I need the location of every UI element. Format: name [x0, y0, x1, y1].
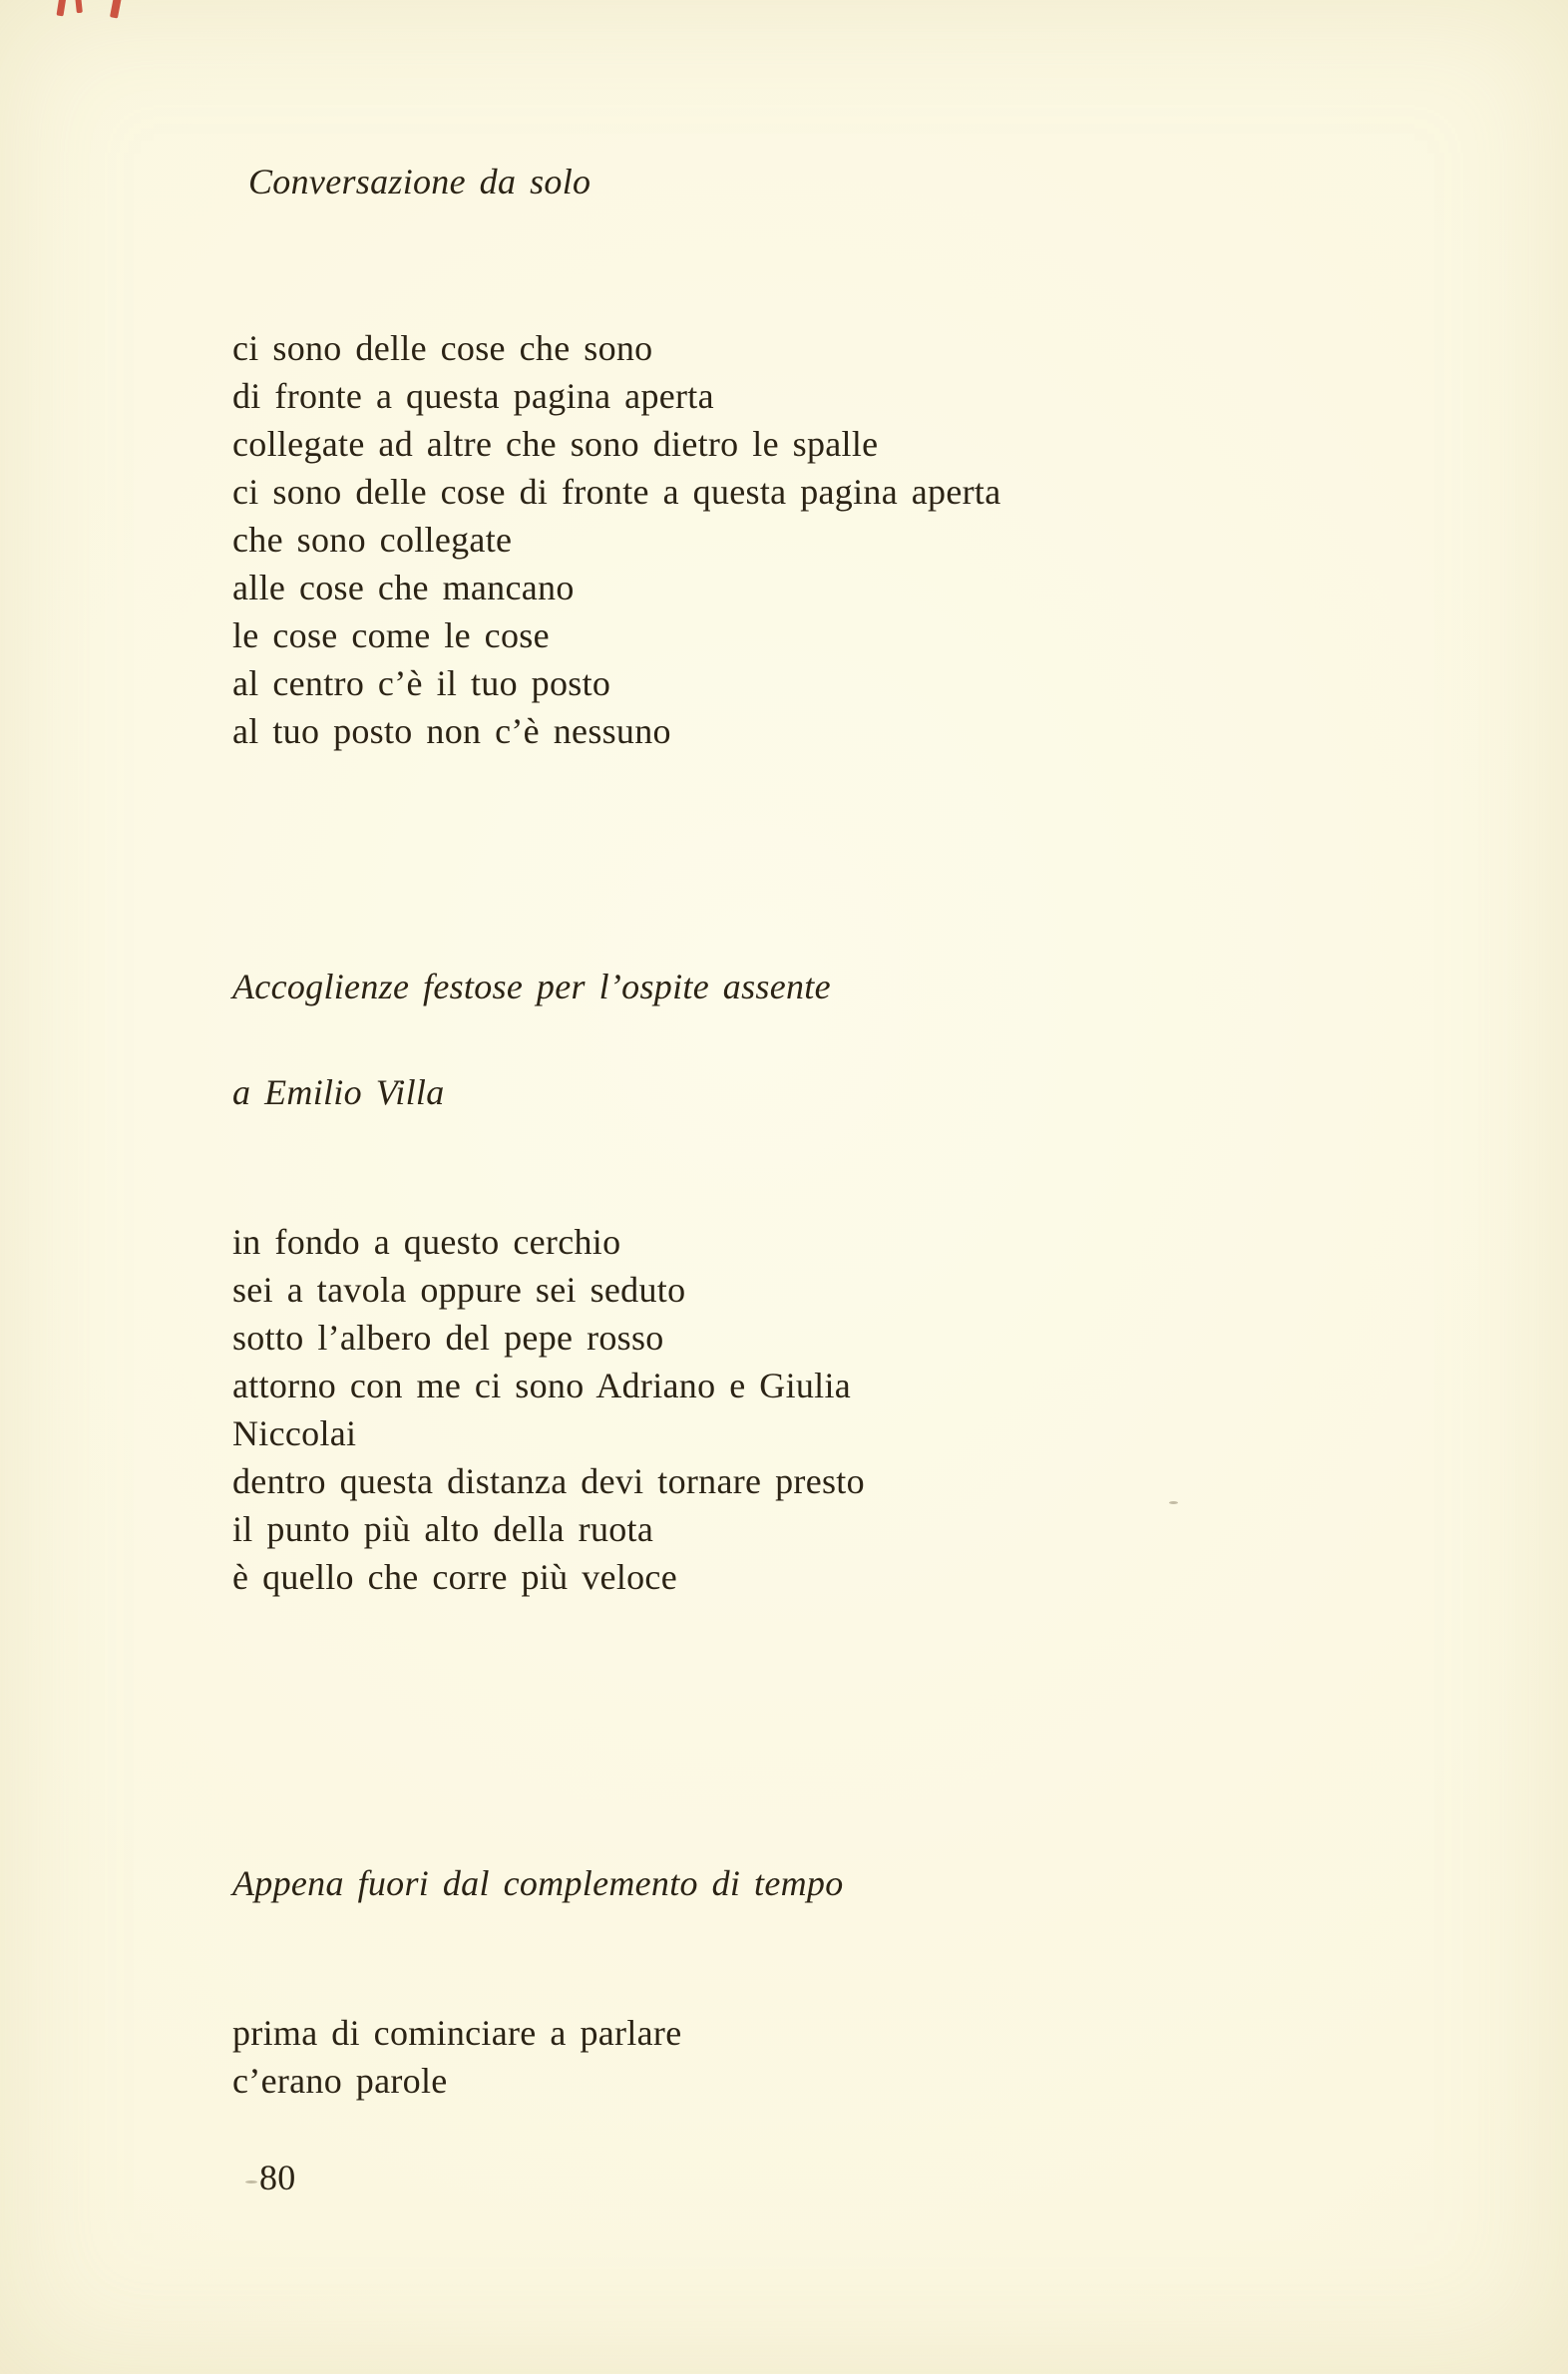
poem-body	[232, 2009, 1448, 2105]
red-pen-marks	[52, 0, 142, 24]
red-pen-stroke	[110, 0, 122, 19]
poem-body	[232, 1218, 1448, 1601]
red-pen-stroke	[75, 0, 83, 13]
poem-section-accoglienze	[232, 963, 1448, 1601]
scan-blemish	[245, 2180, 257, 2183]
poem-title: Accoglienze festose per l’ospite assente	[232, 967, 831, 1006]
poem-line: in fondo a questo cerchio	[232, 1222, 621, 1262]
scan-blemish	[1169, 1501, 1178, 1504]
poem-line: di fronte a questa pagina aperta	[232, 376, 714, 416]
poem-line: le cose come le cose	[232, 615, 550, 655]
poem-line: che sono collegate	[232, 520, 513, 560]
poem-line: prima di cominciare a parlare	[232, 2013, 682, 2053]
poem-line: al centro c’è il tuo posto	[232, 663, 611, 703]
red-pen-stroke	[56, 0, 66, 16]
poem-dedication: a Emilio Villa	[232, 1072, 445, 1112]
poem-line: collegate ad altre che sono dietro le spalle	[232, 424, 879, 464]
poem-line: c’erano parole	[232, 2061, 448, 2101]
page-number: 80	[259, 2158, 296, 2197]
poem-title: Conversazione da solo	[248, 162, 591, 201]
poem-line: alle cose che mancano	[232, 568, 575, 607]
poem-body	[232, 324, 1448, 755]
poem-section-conversazione	[232, 158, 1448, 755]
poem-line: sotto l’albero del pepe rosso	[232, 1318, 664, 1358]
poem-line: sei a tavola oppure sei seduto	[232, 1270, 686, 1310]
poem-line: attorno con me ci sono Adriano e Giulia	[232, 1366, 852, 1405]
poem-line: ci sono delle cose di fronte a questa pagina aperta	[232, 472, 1001, 512]
poem-line: il punto più alto della ruota	[232, 1509, 654, 1549]
poem-section-appena-fuori	[232, 1859, 1448, 2105]
poem-title: Appena fuori dal complemento di tempo	[232, 1863, 844, 1903]
poem-line: Niccolai	[232, 1413, 357, 1453]
poem-line: è quello che corre più veloce	[232, 1557, 677, 1597]
poem-line: ci sono delle cose che sono	[232, 328, 653, 368]
poem-line: dentro questa distanza devi tornare presto	[232, 1461, 865, 1501]
poem-line: al tuo posto non c’è nessuno	[232, 711, 671, 751]
